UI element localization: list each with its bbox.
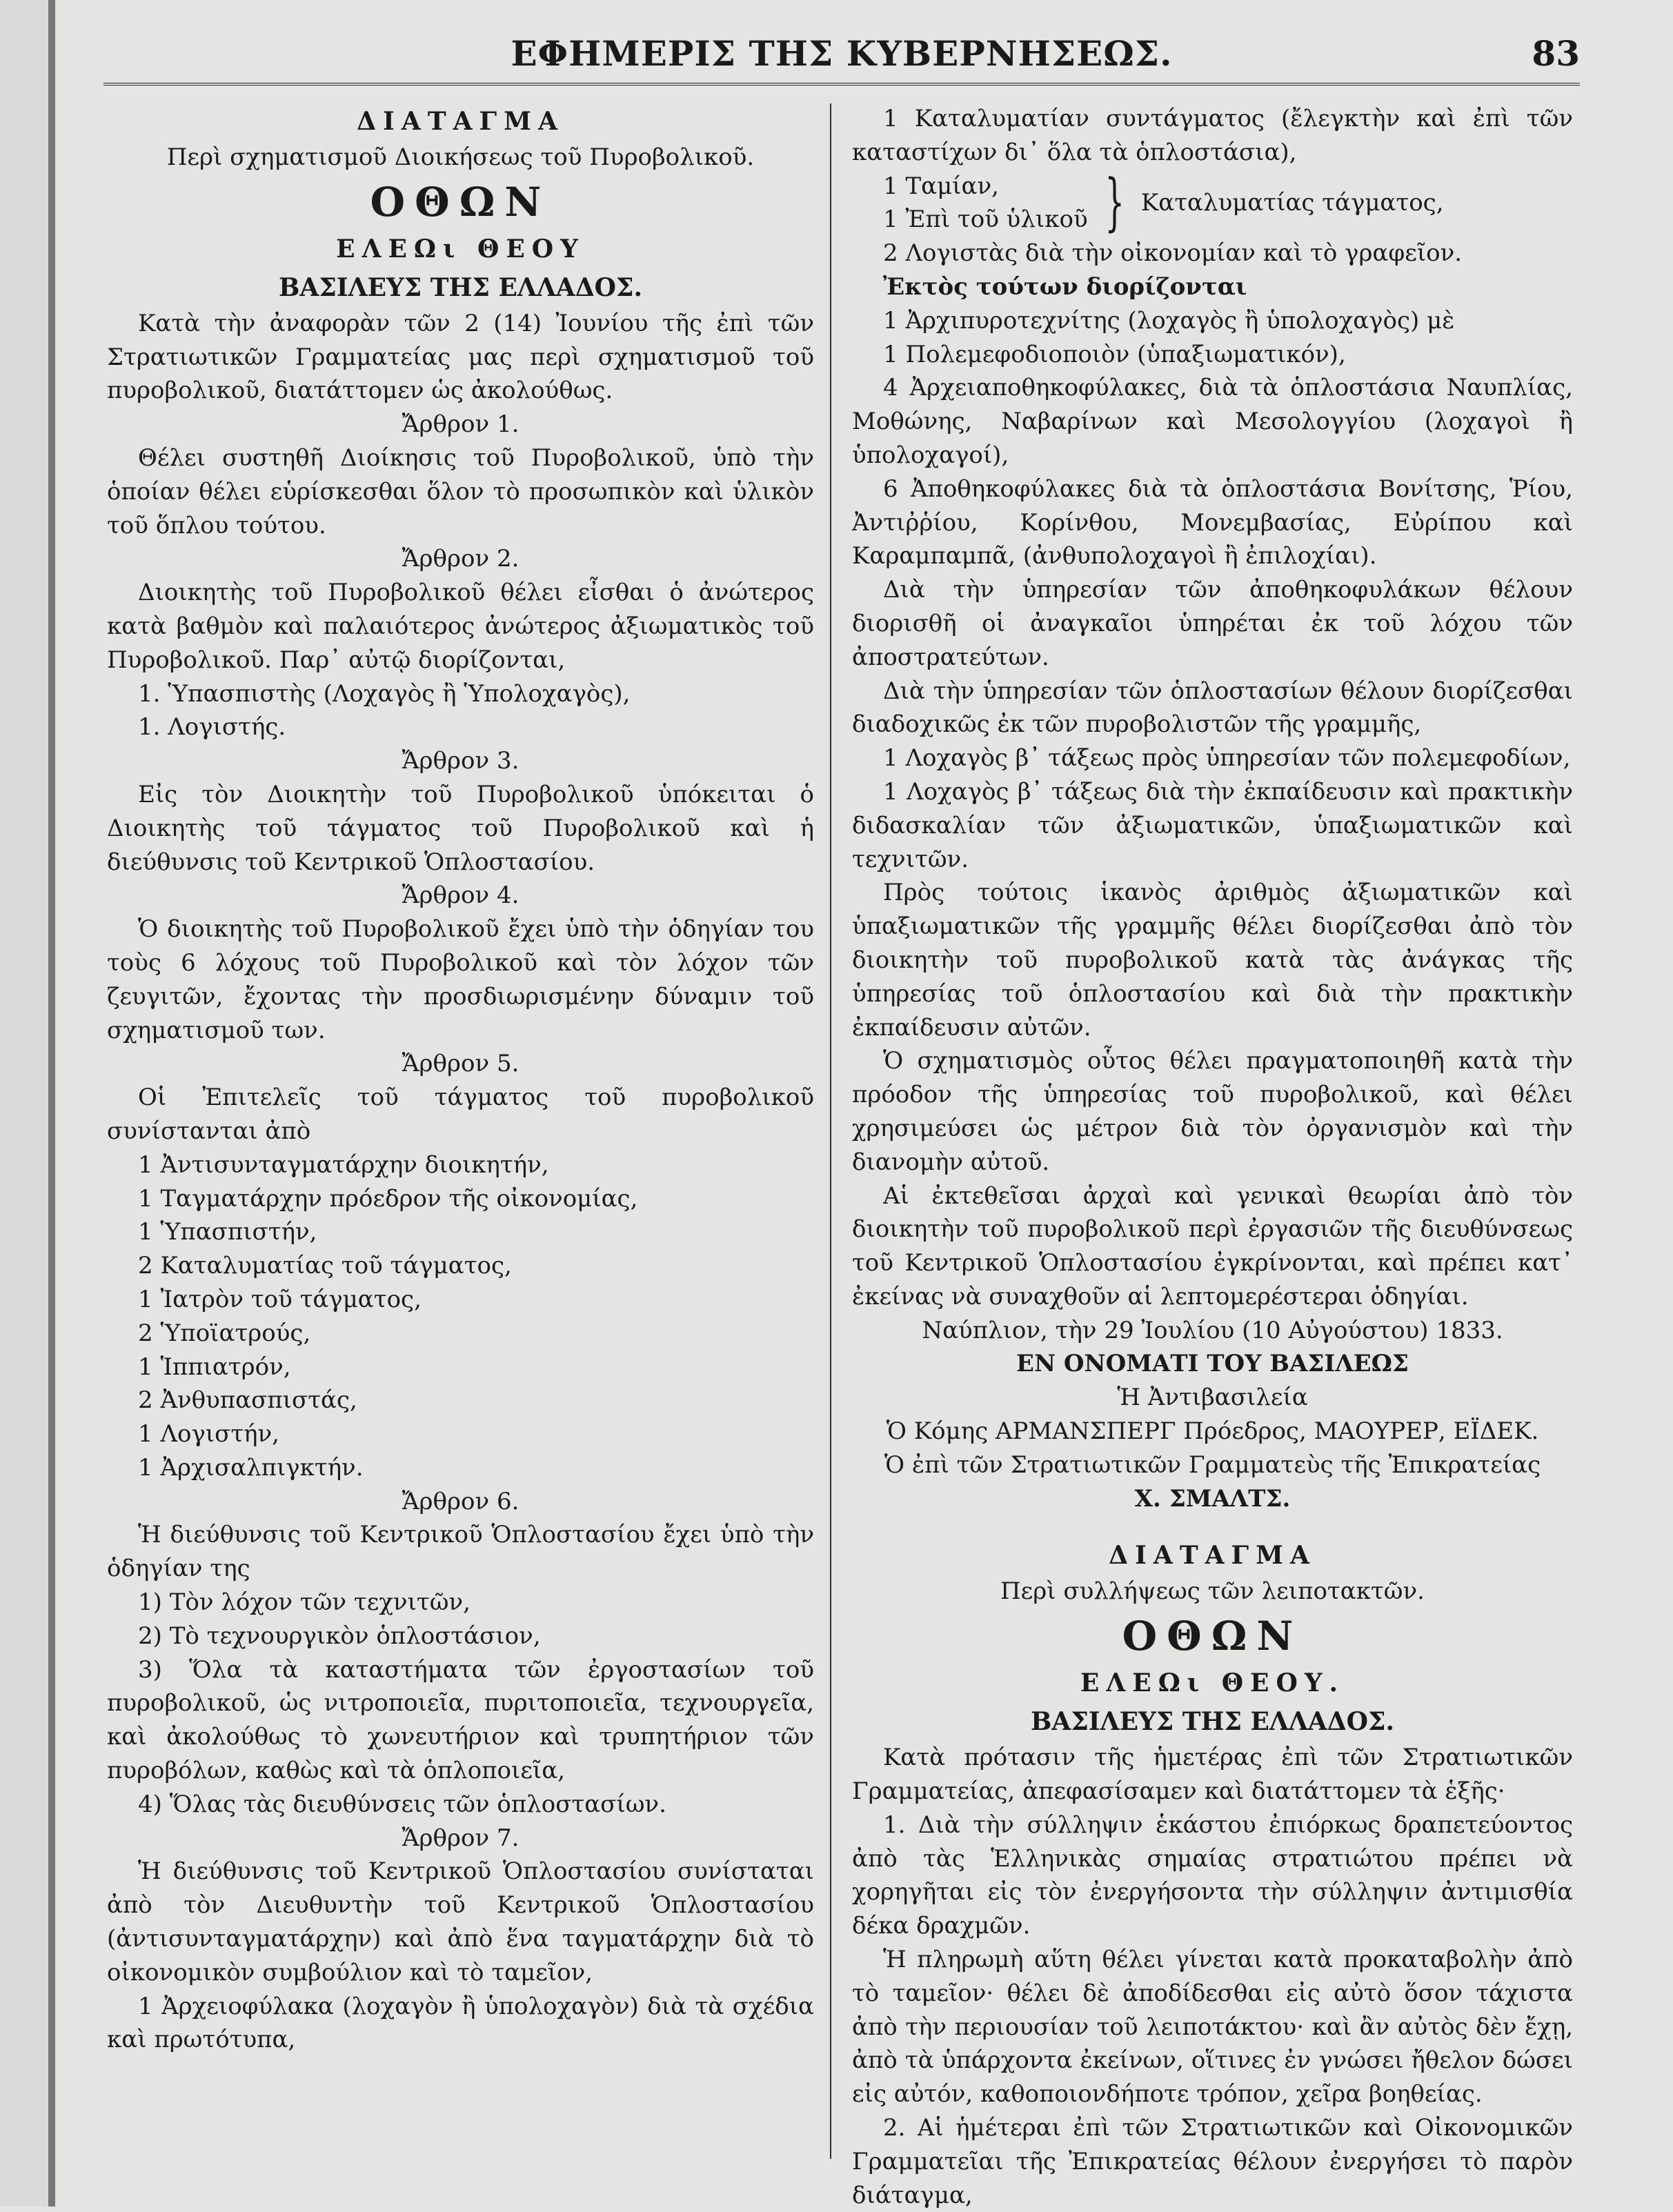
article-2-text: Διοικητὴς τοῦ Πυροβολικοῦ θέλει εἶσθαι ὁ ἀνώτερος κατὰ βαθμὸν καὶ παλαιότερος ἀνώτερος ἀξιωματικὸς τοῦ Πυροβολικοῦ. Παρ᾽ αὐτῷ διορίζονται, — [107, 579, 814, 674]
article-5-heading: Ἄρθρον 5. — [402, 1050, 519, 1078]
staff-item: 6 Ἀποθηκοφύλακες διὰ τὰ ὁπλοστάσια Βονίτσης, Ῥίου, Ἀντιῤῥίου, Κορίνθου, Μονεμβασίας, Εὐρίπου καὶ Καραμπαμπᾶ, (ἀνθυπολοχαγοὶ ἢ ἐπιλοχίαι). — [852, 475, 1573, 570]
decree-date: Ναύπλιον, τὴν 29 Ἰουλίου (10 Αὐγούστου) 1833. — [922, 1316, 1503, 1344]
signature-line: Ἡ Ἀντιβασιλεία — [1117, 1384, 1308, 1412]
article-5-item: 1 Λογιστήν, — [138, 1420, 279, 1448]
binding-margin — [0, 0, 55, 2206]
article-5-item: 2 Καταλυματίας τοῦ τάγματος, — [138, 1252, 512, 1280]
article-2-item: 1. Ὑπασπιστὴς (Λοχαγὸς ἢ Ὑπολοχαγὸς), — [138, 679, 631, 708]
by-grace-of-god-2: ΕΛΕΩι ΘΕΟΥ. — [1080, 1668, 1345, 1698]
article-6-item: 3) Ὅλα τὰ καταστήματα τῶν ἐργοστασίων τοῦ πυροβολικοῦ, ὡς νιτροποιεῖα, πυριτοποιεῖα, τεχνουργεῖα, καὶ ἀκολούθως τὸ χωνευτήριον καὶ τρυπητήριον τῶν πυροβόλων, καθὼς καὶ τὰ ὁπλοποιεῖα, — [107, 1655, 814, 1785]
staff-item: 1 Ταμίαν, — [883, 172, 999, 200]
article-1-text: Θέλει συστηθῆ Διοίκησις τοῦ Πυροβολικοῦ, ὑπὸ τὴν ὁποίαν θέλει εὑρίσκεσθαι ὅλον τὸ προσωπικὸν καὶ ὑλικὸν τοῦ ὅπλου τούτου. — [107, 444, 814, 539]
page-header — [103, 29, 1580, 81]
paragraph: Αἱ ἐκτεθεῖσαι ἀρχαὶ καὶ γενικαὶ θεωρίαι ἀπὸ τὸν διοικητὴν τοῦ πυροβολικοῦ περὶ ἐργασιῶν τῆς διευθύνσεως τοῦ Κεντρικοῦ Ὁπλοστασίου ἐγκρίνονται, καὶ πρέπει κατ᾽ ἐκείνας νὰ συναχθοῦν αἱ λεπτομερέστεραι ὁδηγίαι. — [852, 1182, 1573, 1311]
newspaper-title: ΕΦΗΜΕΡΙΣ ΤΗΣ ΚΥΒΕΡΝΗΣΕΩΣ. — [511, 33, 1173, 74]
decree-heading: ΔΙΑΤΑΓΜΑ — [357, 107, 564, 136]
preamble-2: Κατὰ πρότασιν τῆς ἡμετέρας ἐπὶ τῶν Στρατιωτικῶν Γραμματείας, ἀπεφασίσαμεν καὶ διατάττομεν τὰ ἑξῆς· — [852, 1744, 1573, 1806]
article-3-text: Εἰς τὸν Διοικητὴν τοῦ Πυροβολικοῦ ὑπόκειται ὁ Διοικητὴς τοῦ τάγματος τοῦ Πυροβολικοῦ καὶ ἡ διεύθυνσις τοῦ Κεντρικοῦ Ὁπλοστασίου. — [107, 780, 814, 876]
article-5-item: 1 Ἱππιατρόν, — [138, 1353, 291, 1381]
paragraph: 2. Αἱ ἡμέτεραι ἐπὶ τῶν Στρατιωτικῶν καὶ Οἰκονομικῶν Γραμματεῖαι τῆς Ἐπικρατείας θέλουν ἐνεργήσει τὸ παρὸν διάταγμα, — [852, 2114, 1573, 2209]
signature-line: ΕΝ ΟΝΟΜΑΤΙ ΤΟΥ ΒΑΣΙΛΕΩΣ — [1016, 1350, 1409, 1378]
signature-line: Χ. ΣΜΑΛΤΣ. — [1134, 1484, 1291, 1513]
article-5-item: 1 Ὑπασπιστήν, — [138, 1218, 317, 1246]
staff-item: 4 Ἀρχειαποθηκοφύλακες, διὰ τὰ ὁπλοστάσια Ναυπλίας, Μοθώνης, Ναβαρίνων καὶ Μεσολογγίου (λοχαγοὶ ἢ ὑπολοχαγοί), — [852, 374, 1573, 469]
by-grace-of-god: ΕΛΕΩι ΘΕΟΥ — [336, 234, 585, 263]
header-rule — [103, 83, 1580, 86]
staff-item: 1 Ἐπὶ τοῦ ὑλικοῦ — [883, 206, 1088, 234]
paragraph: 1. Διὰ τὴν σύλληψιν ἑκάστου ἐπιόρκως δραπετεύοντος ἀπὸ τὰς Ἑλληνικὰς σημαίας στρατιώτου πρέπει νὰ χορηγῆται εἰς τὸν ἐνεργήσοντα τὴν σύλληψιν ἀντιμισθία δέκα δραχμῶν. — [852, 1811, 1573, 1940]
article-7-item: 1 Ἀρχειοφύλακα (λοχαγὸν ἢ ὑπολοχαγὸν) διὰ τὰ σχέδια καὶ πρωτότυπα, — [107, 1992, 814, 2054]
article-5-item: 1 Ἰατρὸν τοῦ τάγματος, — [138, 1285, 422, 1313]
paragraph: Ἡ πληρωμὴ αὕτη θέλει γίνεται κατὰ προκαταβολὴν ἀπὸ τὸ ταμεῖον· θέλει δὲ ἀποδίδεσθαι εἰς αὐτὸ ὅσον τάχιστα ἀπὸ τὴν περιουσίαν τοῦ λειποτάκτου· καὶ ἂν αὐτὸς δὲν ἔχῃ, ἀπὸ τὰ ὑπάρχοντα ἐκείνων, οἵτινες ἐν γνώσει ἤθελον δώσει εἰς αὐτόν, καθοποιονδήποτε τρόπον, χεῖρα βοηθείας. — [852, 1946, 1573, 2109]
article-4-text: Ὁ διοικητὴς τοῦ Πυροβολικοῦ ἔχει ὑπὸ τὴν ὁδηγίαν του τοὺς 6 λόχους τοῦ Πυροβολικοῦ καὶ τὸν λόχον τῶν ζευγιτῶν, ἔχοντας τὴν προσδιωρισμένην δύναμιν τοῦ σχηματισμοῦ των. — [107, 915, 814, 1044]
article-5-text: Οἱ Ἐπιτελεῖς τοῦ τάγματος τοῦ πυροβολικοῦ συνίστανται ἀπὸ — [107, 1084, 814, 1145]
article-5-item: 1 Ταγματάρχην πρόεδρον τῆς οἰκονομίας, — [138, 1184, 638, 1213]
king-name-2: ΟΘΩΝ — [1122, 1613, 1303, 1660]
brace-label: Καταλυματίας τάγματος, — [1140, 188, 1444, 217]
article-6-heading: Ἄρθρον 6. — [402, 1487, 519, 1515]
decree-heading-2: ΔΙΑΤΑΓΜΑ — [1109, 1541, 1316, 1571]
staff-item: 1 Ἀρχιπυροτεχνίτης (λοχαγὸς ἢ ὑπολοχαγὸς) μὲ — [883, 306, 1455, 335]
decree-subject-2: Περὶ συλλήψεως τῶν λειποτακτῶν. — [1000, 1577, 1425, 1606]
brace-mark: } — [1104, 166, 1125, 239]
king-title-2: ΒΑΣΙΛΕΥΣ ΤΗΣ ΕΛΛΑΔΟΣ. — [1030, 1707, 1394, 1737]
paragraph: Διὰ τὴν ὑπηρεσίαν τῶν ὁπλοστασίων θέλουν διορίζεσθαι διαδοχικῶς ἐκ τῶν πυροβολιστῶν τῆς γραμμῆς, — [852, 677, 1573, 739]
article-7-text: Ἡ διεύθυνσις τοῦ Κεντρικοῦ Ὁπλοστασίου συνίσταται ἀπὸ τὸν Διευθυντὴν τοῦ Κεντρικοῦ Ὁπλοστασίου (ἀντισυνταγματάρχην) καὶ ἀπὸ ἕνα ταγματάρχην διὰ τὸ οἰκονομικὸν συμβούλιον καὶ τὸ ταμεῖον, — [107, 1857, 814, 1986]
right-column — [852, 102, 1573, 2212]
article-5-item: 2 Ἀνθυπασπιστάς, — [138, 1386, 357, 1415]
article-6-item: 2) Τὸ τεχνουργικὸν ὁπλοστάσιον, — [138, 1622, 541, 1650]
article-6-item: 4) Ὅλας τὰς διευθύνσεις τῶν ὁπλοστασίων. — [138, 1790, 666, 1818]
paragraph: Διὰ τὴν ὑπηρεσίαν τῶν ἀποθηκοφυλάκων θέλουν διορισθῆ οἱ ἀναγκαῖοι ὑπηρέται ἐκ τοῦ λόχου τῶν ἀποστρατεύτων. — [852, 576, 1573, 671]
king-name: ΟΘΩΝ — [370, 178, 551, 226]
staff-item: 2 Λογιστὰς διὰ τὴν οἰκονομίαν καὶ τὸ γραφεῖον. — [883, 239, 1463, 268]
article-5-item: 1 Ἀρχισαλπιγκτήν. — [138, 1453, 364, 1482]
brace-group — [852, 166, 1573, 239]
left-column — [107, 102, 814, 2057]
article-5-item: 2 Ὑποϊατρούς, — [138, 1319, 311, 1347]
staff-item: 1 Λοχαγὸς β᾽ τάξεως πρὸς ὑπηρεσίαν τῶν πολεμεφοδίων, — [883, 744, 1571, 773]
article-1-heading: Ἄρθρον 1. — [402, 410, 519, 439]
article-5-item: 1 Ἀντισυνταγματάρχην διοικητήν, — [138, 1150, 549, 1179]
signature-line: Ὁ Κόμης ΑΡΜΑΝΣΠΕΡΓ Πρόεδρος, ΜΑΟΥΡΕΡ, ΕΪΔΕΚ. — [886, 1417, 1539, 1446]
king-title: ΒΑΣΙΛΕΥΣ ΤΗΣ ΕΛΛΑΔΟΣ. — [278, 272, 642, 302]
staff-subheading: Ἐκτὸς τούτων διορίζονται — [883, 272, 1247, 301]
page-number: 83 — [1532, 33, 1580, 74]
article-6-text: Ἡ διεύθυνσις τοῦ Κεντρικοῦ Ὁπλοστασίου ἔχει ὑπὸ τὴν ὁδηγίαν της — [107, 1521, 814, 1583]
article-6-item: 1) Τὸν λόχον τῶν τεχνιτῶν, — [138, 1588, 471, 1617]
paragraph: Πρὸς τούτοις ἱκανὸς ἀριθμὸς ἀξιωματικῶν καὶ ὑπαξιωματικῶν τῆς γραμμῆς θέλει διορίζεσθαι ἀπὸ τὸν διοικητὴν τοῦ πυροβολικοῦ κατὰ τὰς ἀνάγκας τῆς ὑπηρεσίας τοῦ ὁπλοστασίου καὶ διὰ τὴν πρακτικὴν ἐκπαίδευσιν αὐτῶν. — [852, 879, 1573, 1042]
article-2-heading: Ἄρθρον 2. — [402, 545, 519, 573]
article-4-heading: Ἄρθρον 4. — [402, 881, 519, 910]
article-2-item: 1. Λογιστής. — [138, 713, 286, 741]
article-7-heading: Ἄρθρον 7. — [402, 1824, 519, 1852]
decree-subject: Περὶ σχηματισμοῦ Διοικήσεως τοῦ Πυροβολικοῦ. — [166, 143, 755, 171]
signature-line: Ὁ ἐπὶ τῶν Στρατιωτικῶν Γραμματεὺς τῆς Ἐπικρατείας — [884, 1451, 1541, 1479]
preamble: Κατὰ τὴν ἀναφορὰν τῶν 2 (14) Ἰουνίου τῆς ἐπὶ τῶν Στρατιωτικῶν Γραμματείας μας περὶ σχηματισμοῦ τοῦ πυροβολικοῦ, διατάττομεν ὡς ἀκολούθως. — [107, 309, 814, 405]
column-divider — [830, 103, 831, 2159]
staff-item: 1 Καταλυματίαν συντάγματος (ἔλεγκτὴν καὶ ἐπὶ τῶν καταστίχων δι᾽ ὅλα τὰ ὁπλοστάσια), — [852, 105, 1573, 166]
staff-item: 1 Πολεμεφοδιοποιὸν (ὑπαξιωματικόν), — [883, 340, 1346, 368]
staff-item: 1 Λοχαγὸς β᾽ τάξεως διὰ τὴν ἐκπαίδευσιν καὶ πρακτικὴν διδασκαλίαν τῶν ἀξιωματικῶν, ὑπαξιωματικῶν καὶ τεχνιτῶν. — [852, 777, 1573, 873]
paragraph: Ὁ σχηματισμὸς οὗτος θέλει πραγματοποιηθῆ κατὰ τὴν πρόοδον τῆς ὑπηρεσίας τοῦ πυροβολικοῦ, καὶ θέλει χρησιμεύσει ὡς μέτρον διὰ τὸν ὀργανισμὸν καὶ τὴν διανομὴν αὐτοῦ. — [852, 1047, 1573, 1176]
article-3-heading: Ἄρθρον 3. — [402, 747, 519, 775]
